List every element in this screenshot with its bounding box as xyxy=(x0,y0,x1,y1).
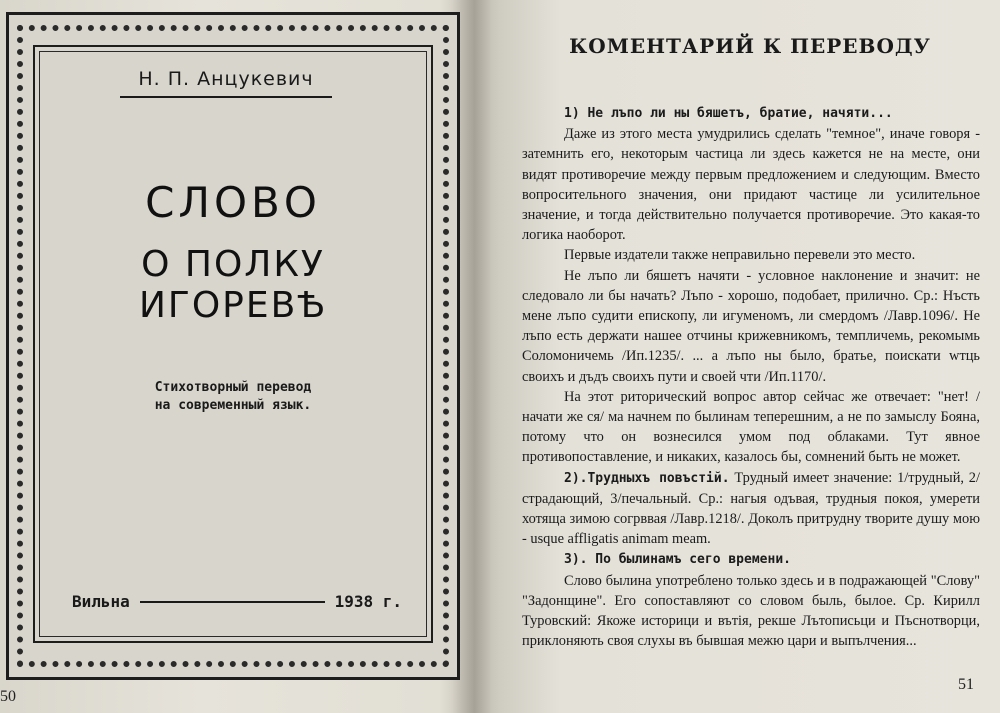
imprint-line xyxy=(72,592,402,611)
commentary-term: 1) Не лъпо ли ны бяшетъ, братие, начяти... xyxy=(564,106,893,121)
commentary-paragraph xyxy=(522,103,980,124)
commentary-text xyxy=(522,103,980,651)
subtitle-line1: Стихотворный перевод xyxy=(154,380,312,395)
commentary-body: Не лъпо ли бяшетъ начяти - условное наклонение и значит: не следовало ли бы начать? Лъпо - хорошо, подобает, прилично. Ср.: Нъсть мене лъпо судити епископу, ли игуменомъ, ли смердомъ /Лавр.1096/. Не лъпо есть держати нашее отчины крижевникомъ, темпличемь, рекомымь Соломоничемь /Ип.1235/. ... а лъпо ны было, братье, поискати wтць своихъ и дъдъ своихъ пути и своей чти /Ип.1170/. xyxy=(522,267,980,385)
commentary-paragraph xyxy=(522,571,980,652)
commentary-heading: КОМЕНТАРИЙ К ПЕРЕВОДУ xyxy=(569,34,931,58)
commentary-paragraph xyxy=(522,266,980,387)
page-number-left: 50 xyxy=(0,688,16,705)
commentary-paragraph xyxy=(522,549,980,570)
imprint-city: Вильна xyxy=(72,592,130,611)
inner-border-thin xyxy=(39,51,427,637)
book-title-line2: О ПОЛКУ ИГОРЕВѢ xyxy=(138,244,328,326)
commentary-paragraph xyxy=(522,124,980,245)
author-name: Н. П. Анцукевич xyxy=(120,68,332,98)
commentary-body: Даже из этого места умудрились сделать "темное", иначе говоря - затемнить его, некоторым частица ли здесь кажется не на месте, они видят противоречие между первым предложением и следующим. Вместо вопросительного значения, они придают частице ли усилительное значение, и тогда действительно получается противоречие. Это какая-то логика наоборот. xyxy=(522,126,980,244)
title-page-frame xyxy=(6,12,460,680)
commentary-paragraph xyxy=(522,245,980,265)
commentary-body: На этот риторический вопрос автор сейчас же отвечает: "нет! /начати же ся/ ма начнем по былинам теперешним, а не по замыслу Бояна, потому что он вознесился умом под облаками. Тут явное противопоставление, и никаких, казалось бы, сомнений быть не может. xyxy=(522,388,980,466)
imprint-dashes xyxy=(140,601,325,603)
commentary-term: 3). По былинамъ сего времени. xyxy=(564,552,791,568)
commentary-paragraph xyxy=(522,387,980,468)
commentary-body: Слово былина употреблено только здесь и в подражающей "Слову" "Задонщине". Его сопоставляют со словом быль, былое. Ср. Кирилл Туровский: Якоже историци и вътія, рекше Лътописьци и Пъснотворци, приклоняють своя слухы въ бывшая межю цари и выпълчения... xyxy=(522,572,980,650)
book-title-line1: СЛОВО xyxy=(145,178,321,227)
commentary-body: Трудный имеет значение: 1/трудный, 2/страдающий, 3/печальный. Ср.: нагыя одъвая, трудныя покоя, умерети хотяща зимою согрввая /Лавр.1218/. Доколъ притрудну творите душу мою - usque affligatis animam meam. xyxy=(522,469,980,548)
commentary-term: 2).Трудныхъ повъстій. xyxy=(564,470,730,486)
page-number-right: 51 xyxy=(958,676,974,693)
commentary-body: Первые издатели также неправильно перевели это место. xyxy=(564,247,916,264)
imprint-year: 1938 г. xyxy=(334,592,402,611)
commentary-paragraph xyxy=(522,468,980,550)
subtitle-line2: на современный язык. xyxy=(154,398,312,413)
